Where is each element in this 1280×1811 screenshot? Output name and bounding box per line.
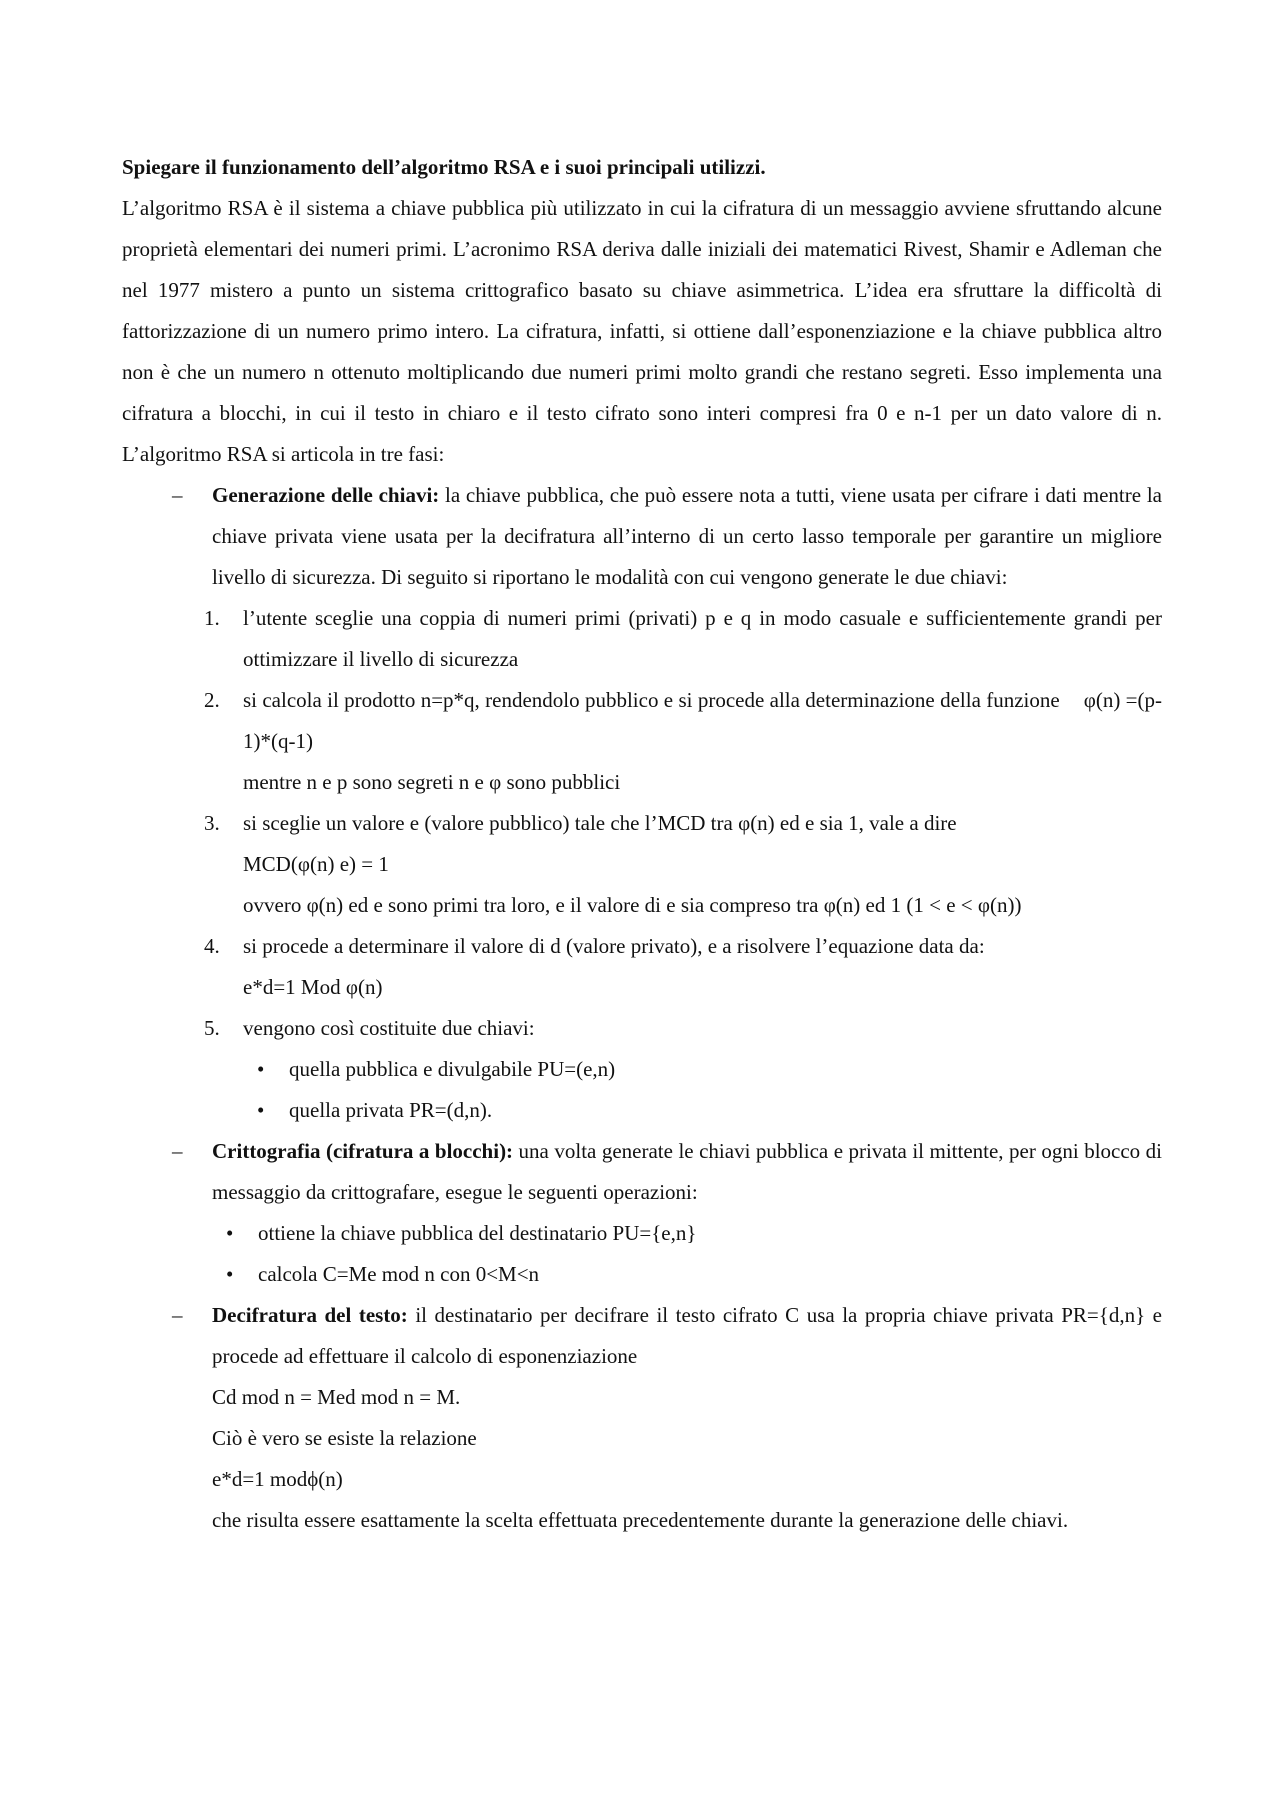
phase-text: una volta generate le chiavi pubblica e privata il mittente, per ogni blocco di messaggio da crittografare, esegue le seguenti operazioni:: [212, 1139, 1162, 1204]
dash-marker: –: [172, 1139, 183, 1163]
bullet-text: ottiene la chiave pubblica del destinatario PU={e,n}: [258, 1221, 697, 1245]
phi-formula: φ(n) =(p-1)*(q-1): [243, 688, 1163, 753]
bullet-marker: •: [257, 1057, 265, 1081]
bullet-item: [243, 1049, 1162, 1090]
phase-encryption: [122, 1131, 1162, 1295]
phase-text: il destinatario per decifrare il testo cifrato C usa la propria chiave privata PR={d,n} e procede ad effettuare il calcolo di esponenziazione: [212, 1303, 1162, 1368]
step-item: [204, 598, 1162, 680]
step-text: l’utente sceglie una coppia di numeri primi (privati) p e q in modo casuale e sufficientemente grandi per ottimizzare il livello di sicurezza: [243, 606, 1162, 671]
step-text: si sceglie un valore e (valore pubblico) tale che l’MCD tra φ(n) ed e sia 1, vale a dire: [243, 811, 957, 835]
step-text: si procede a determinare il valore di d (valore privato), e a risolvere l’equazione data da:: [243, 934, 985, 958]
step-text: si calcola il prodotto n=p*q, rendendolo pubblico e si procede alla determinazione della funzione: [243, 688, 1060, 712]
step-formula: MCD(φ(n) e) = 1: [243, 852, 389, 876]
dash-marker: –: [172, 1303, 183, 1327]
bullet-marker: •: [257, 1098, 265, 1122]
step-number: 1.: [204, 606, 220, 630]
step-text: ovvero φ(n) ed e sono primi tra loro, e il valore di e sia compreso tra φ(n) ed 1 (1 < e < φ(n)): [243, 893, 1022, 917]
dash-marker: –: [172, 483, 183, 507]
bullet-item: [212, 1254, 1162, 1295]
encryption-bullet-list: [212, 1213, 1162, 1295]
intro-paragraph: L’algoritmo RSA è il sistema a chiave pubblica più utilizzato in cui la cifratura di un messaggio avviene sfruttando alcune proprietà elementari dei numeri primi. L’acronimo RSA deriva dalle iniziali dei matematici Rivest, Shamir e Adleman che nel 1977 mistero a punto un sistema crittografico basato su chiave asimmetrica. L’idea era sfruttare la difficoltà di fattorizzazione di un numero primo intero. La cifratura, infatti, si ottiene dall’esponenziazione e la chiave pubblica altro non è che un numero n ottenuto moltiplicando due numeri primi molto grandi che restano segreti. Esso implementa una cifratura a blocchi, in cui il testo in chiaro e il testo cifrato sono interi compresi fra 0 e n-1 per un dato valore di n. L’algoritmo RSA si articola in tre fasi:: [122, 196, 1162, 466]
step-item: [204, 680, 1163, 803]
document-title: Spiegare il funzionamento dell’algoritmo RSA e i suoi principali utilizzi.: [122, 155, 766, 179]
phase-decryption: [122, 1295, 1162, 1541]
decryption-formula: e*d=1 modϕ(n): [212, 1467, 343, 1491]
phase-heading: Generazione delle chiavi:: [212, 483, 440, 507]
step-item: [204, 926, 1162, 1008]
step-number: 4.: [204, 934, 220, 958]
bullet-item: [212, 1213, 1162, 1254]
phases-list: [122, 475, 1162, 1541]
step-number: 2.: [204, 688, 220, 712]
phase-key-generation: [122, 475, 1162, 1131]
step-number: 3.: [204, 811, 220, 835]
keys-bullet-list: [212, 1049, 1162, 1131]
step-text: mentre n e p sono segreti n e φ sono pubblici: [243, 770, 621, 794]
decryption-text: Ciò è vero se esiste la relazione: [212, 1426, 477, 1450]
bullet-text: quella privata PR=(d,n).: [289, 1098, 493, 1122]
step-formula: e*d=1 Mod φ(n): [243, 975, 383, 999]
document-page: [122, 147, 1162, 1541]
decryption-formula: Cd mod n = Med mod n = M.: [212, 1385, 461, 1409]
bullet-text: quella pubblica e divulgabile PU=(e,n): [289, 1057, 616, 1081]
phase-text: la chiave pubblica, che può essere nota a tutti, viene usata per cifrare i dati mentre la chiave privata viene usata per la decifratura all’interno di un certo lasso temporale per garantire un migliore livello di sicurezza. Di seguito si riportano le modalità con cui vengono generate le due chiavi:: [212, 483, 1162, 589]
step-text: vengono così costituite due chiavi:: [243, 1016, 535, 1040]
step-item: [204, 1008, 1162, 1131]
phase-heading: Decifratura del testo:: [212, 1303, 408, 1327]
step-number: 5.: [204, 1016, 220, 1040]
key-generation-steps: [204, 598, 1163, 1131]
bullet-marker: •: [226, 1262, 234, 1286]
bullet-text: calcola C=Me mod n con 0<M<n: [258, 1262, 540, 1286]
decryption-text: che risulta essere esattamente la scelta effettuata precedentemente durante la generazione delle chiavi.: [212, 1508, 1069, 1532]
bullet-item: [243, 1090, 1162, 1131]
phase-heading: Crittografia (cifratura a blocchi):: [212, 1139, 514, 1163]
bullet-marker: •: [226, 1221, 234, 1245]
step-item: [204, 803, 1162, 926]
